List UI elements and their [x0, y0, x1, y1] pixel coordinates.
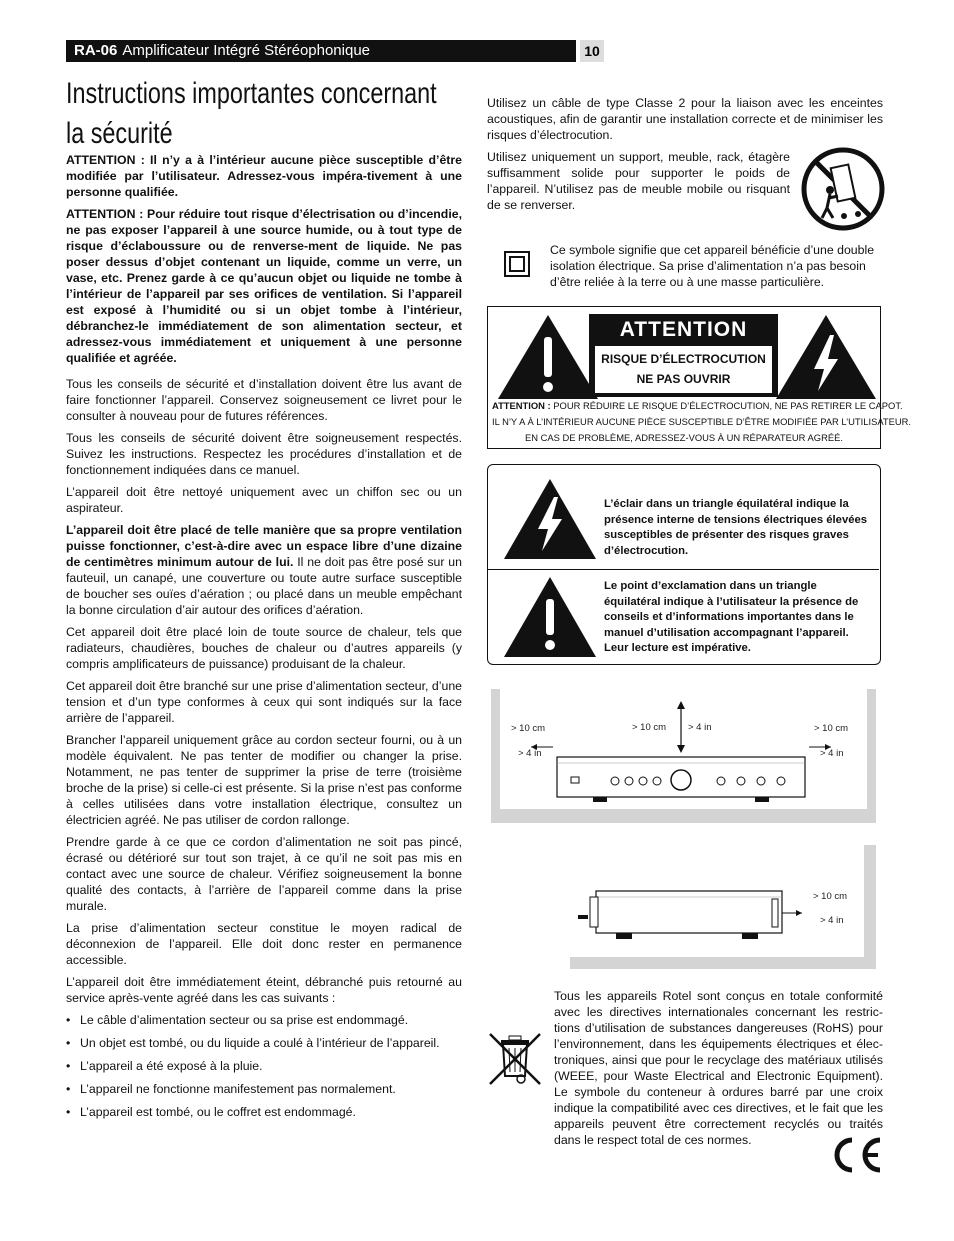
attention-notice: [492, 398, 912, 446]
paragraph-9: La prise d’alimentation secteur constitue le moyen radical de déconnexion de l’appareil. Elle doit donc rester en permanence accessible.: [66, 921, 462, 967]
list-item: • Le câble d’alimentation secteur ou sa prise est endommagé.: [66, 1012, 462, 1028]
paragraph-2: Tous les conseils de sécurité doivent être soigneusement respectés. Suivez les instructions. Respectez les procédures d’installation et de fonctionnement indiquées dans ce manuel.: [66, 431, 462, 477]
paragraph-3: L’appareil doit être nettoyé uniquement avec un chiffon sec ou un aspirateur.: [66, 485, 462, 515]
page-number: 10: [580, 40, 604, 62]
top-clearance-in: > 4 in: [688, 722, 712, 733]
warning-2: ATTENTION : Pour réduire tout risque d’électrisation ou d’incendie, ne pas exposer l’appareil à une source humide, ou à tout type de risque d’éclaboussure ou de renverse-ment de liquide. Ne pas poser dessus d’objet contenant un liquide, comme un verre, un vase, etc. Prenez garde à ce qu’aucun objet ou liquide ne tombe à l’intérieur de l’appareil par ses orifices de ventilation. Si l’appareil est exposé à l’humidité ou si un objet tombe à l’intérieur, débranchez-le immédiatement de son alimentation secteur, et adressez-vous immédiatement et uniquement à une personne qualifiée et agréée.: [66, 207, 462, 365]
left-clearance-cm: > 10 cm: [511, 723, 546, 734]
paragraph-4: [66, 522, 462, 618]
left-column: [66, 152, 462, 1127]
paragraph-6: Cet appareil doit être branché sur une prise d’alimentation secteur, d’une tension et d’un type conformes à ceux qui sont indiqués sur la face arrière de l’appareil.: [66, 679, 462, 725]
paragraph-7: Brancher l’appareil uniquement grâce au cordon secteur fourni, ou à un modèle équivalent. Ne pas tenter de modifier ou changer la prise. Notamment, ne pas tenter de supprimer la prise de terre (troisième broche de la prise) si celle-ci est présente. Si la prise n’est pas conforme à celles utilisées dans votre installation électrique, consultez un électricien agréé. Ne pas utiliser de cordon rallonge.: [66, 733, 462, 827]
header-bar: [66, 40, 576, 62]
product-name: Amplificateur Intégré Stéréophonique: [122, 42, 371, 59]
paragraph-10: L’appareil doit être immédiatement éteint, débranché puis retourné au service après-vente agréé dans les cas suivants :: [66, 975, 462, 1005]
lightning-triangle-icon: [502, 477, 598, 561]
top-clearance-cm: > 10 cm: [632, 722, 667, 733]
rear-clearance-cm: > 10 cm: [813, 891, 848, 902]
attention-box: [487, 306, 912, 449]
no-mobile-cart-icon: [800, 146, 886, 232]
paragraph-1: Tous les conseils de sécurité et d’installation doivent être lus avant de faire fonctionner l’appareil. Conservez soigneusement ce livret pour le consulter à nouveau pour de futures références.: [66, 377, 462, 423]
list-item: • Un objet est tombé, ou du liquide a coulé à l’intérieur de l’appareil.: [66, 1035, 462, 1051]
attention-notice-line-2: IL N’Y A À L’INTÉRIEUR AUCUNE PIÈCE SUSCEPTIBLE D’ÊTRE MODIFIÉE PAR L’UTILISATEUR.: [492, 416, 912, 427]
paragraph-4-bold: L’appareil doit être placé de telle manière que sa propre ventilation puisse fonctionner, c’est-à-dire avec un espace libre d’une dizaine de centimètres minimum autour de lui.: [66, 523, 462, 569]
amplifier-front-icon: [531, 701, 831, 813]
left-clearance-in: > 4 in: [518, 748, 542, 759]
rohs-weee-paragraph: Tous les appareils Rotel sont conçus en totale conformité avec les directives internationales concernant les restric-tions d’utilisation de substances dangereuses (RoHS) pour l’environnement, dans les équipements électriques et élec-troniques, ainsi que pour le recyclage des matériaux utilisés (WEEE, pour Waste Electrical and Electronic Equipment). Le symbole du conteneur à ordures barré par une croix indique la compatibilité avec ces directives, et le fait que les appareils peuvent être correctement recyclés ou traités dans le respect total de ces normes.: [554, 989, 883, 1147]
paragraph-8: Prendre garde à ce que ce cordon d’alimentation ne soit pas pincé, écrasé ou détérioré sur tout son trajet, à ce qu’il ne soit pas mis en contact avec une source de chaleur. Vérifiez soigneusement la bonne qualité des contacts, à l’arrière de l’appareil comme dans la prise murale.: [66, 835, 462, 913]
speaker-cable-paragraph: Utilisez un câble de type Classe 2 pour la liaison avec les enceintes acoustiques, afin de garantir une installation correcte et de minimiser les risques d’électrocution.: [487, 96, 883, 142]
front-clearance-diagram: [491, 689, 876, 823]
attention-notice-line-3: EN CAS DE PROBLÈME, ADRESSEZ-VOUS À UN RÉPARATEUR AGRÉÉ.: [525, 432, 843, 443]
attention-label: [589, 314, 778, 397]
attention-notice-line-1: POUR RÉDUIRE LE RISQUE D’ÉLECTROCUTION, NE PAS RETIRER LE CAPOT.: [550, 400, 903, 411]
ce-mark-icon: [826, 1134, 884, 1176]
warning-1: ATTENTION : Il n’y a à l’intérieur aucune pièce susceptible d’être modifiée par l’utilisateur. Adressez-vous impéra-tivement à une personne qualifiée.: [66, 153, 462, 199]
attention-notice-label: ATTENTION :: [492, 400, 551, 411]
exclamation-triangle-icon: [496, 313, 600, 401]
list-item: • L’appareil a été exposé à la pluie.: [66, 1058, 462, 1074]
stand-paragraph: Utilisez uniquement un support, meuble, rack, étagère suffisamment solide pour supporter le poids de l’appareil. N’utilisez pas de meuble mobile ou risquant de se renverser.: [487, 150, 790, 212]
right-clearance-cm: > 10 cm: [814, 723, 849, 734]
title-line-2: la sécurité: [66, 117, 173, 150]
title-line-1: Instructions importantes concernant: [66, 77, 437, 110]
paragraph-4-rest: Il ne doit pas être posé sur un fauteuil, un canapé, une couverture ou toute autre surface susceptible de boucher ses ouïes d’aération ; ou placé dans un meuble empêchant la bonne circulation d’air autour des orifices d’aération.: [66, 555, 462, 617]
divider: [488, 569, 879, 570]
amplifier-side-icon: [576, 875, 806, 955]
attention-heading: ATTENTION: [619, 318, 748, 341]
lightning-triangle-icon: [774, 313, 878, 401]
risk-line-1: RISQUE D’ÉLECTROCUTION: [601, 352, 766, 366]
lightning-explanation: L’éclair dans un triangle équilatéral indique la présence interne de tensions électriques élevées susceptibles de présenter des risques graves d’électrocution.: [604, 498, 868, 557]
conditions-list: [66, 1012, 462, 1120]
model-name: RA-06: [74, 42, 118, 59]
right-clearance-in: > 4 in: [820, 748, 844, 759]
double-insulation-text: Ce symbole signifie que cet appareil bénéficie d’une double isolation électrique. Sa prise d’alimentation n’a pas besoin d’être reliée à la terre ou à une masse particulière.: [550, 243, 875, 289]
symbols-explanation-box: [487, 464, 881, 665]
exclamation-triangle-icon: [502, 575, 598, 659]
crossed-bin-icon: [487, 1030, 543, 1088]
risk-line-2: NE PAS OUVRIR: [636, 372, 731, 386]
list-item: • L’appareil ne fonctionne manifestement pas normalement.: [66, 1081, 462, 1097]
rear-clearance-in: > 4 in: [820, 915, 844, 926]
exclamation-explanation: Le point d’exclamation dans un triangle équilatéral indique à l’utilisateur la présence de conseils et d’informations importantes dans le manuel d’utilisation accompagnant l’appareil. Leur lecture est impérative.: [604, 580, 859, 654]
list-item: • L’appareil est tombé, ou le coffret est endommagé.: [66, 1104, 462, 1120]
side-clearance-diagram: [570, 845, 876, 969]
double-insulation-icon: [504, 251, 530, 277]
risk-label: [595, 346, 772, 393]
page-title: [66, 74, 472, 154]
paragraph-5: Cet appareil doit être placé loin de toute source de chaleur, tels que radiateurs, chaudières, bouches de chaleur ou d’autres appareils (y compris amplificateurs de puissance) produisant de la chaleur.: [66, 625, 462, 671]
